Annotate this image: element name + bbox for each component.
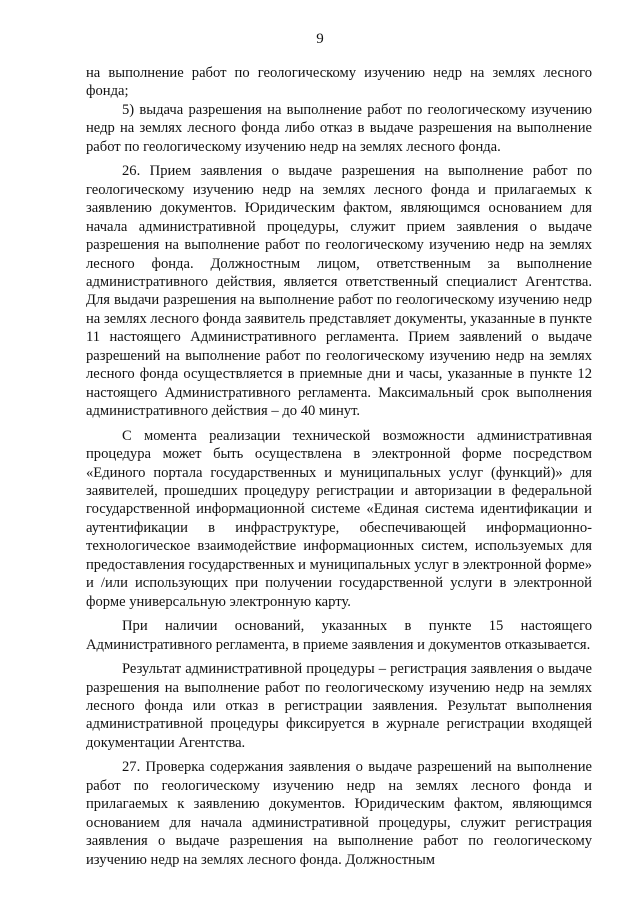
- page-number: 9: [316, 31, 324, 47]
- paragraph-item-5: 5) выдача разрешения на выполнение работ по геологическому изучению недр на землях лесного фонда либо отказ в выдаче разрешения на выполнение работ по геологическому изучению недр на землях лесного фонда.: [86, 101, 592, 155]
- document-body: [86, 64, 592, 869]
- paragraph-27: 27. Проверка содержания заявления о выдаче разрешений на выполнение работ по геологическому изучению недр на землях лесного фонда и прилагаемых к заявлению документов. Юридическим фактом, являющимся основанием для начала административной процедуры, служит регистрация заявления о выдаче разрешения на выполнение работ по геологическому изучению недр на землях лесного фонда. Должностным: [86, 759, 592, 868]
- paragraph-refusal: При наличии оснований, указанных в пункте 15 настоящего Административного регламента, в приеме заявления и документов отказывается.: [86, 618, 592, 653]
- paragraph-electronic-form: С момента реализации технической возможности административная процедура может быть осуществлена в электронной форме посредством «Единого портала государственных и муниципальных услуг (функций)» для заявителей, прошедших процедуру регистрации и авторизации в федеральной государственной информационной системе «Единая система идентификации и аутентификации в инфраструктуре, обеспечивающей информационно-технологическое взаимодействие информационных систем, используемых для предоставления государственных и муниципальных услуг в электронной форме» и /или использующих при получении государственной услуги в электронной форме универсальную электронную карту.: [86, 427, 592, 610]
- paragraph-continuation: на выполнение работ по геологическому изучению недр на землях лесного фонда;: [86, 65, 592, 100]
- paragraph-result: Результат административной процедуры – регистрация заявления о выдаче разрешения на выполнение работ по геологическому изучению недр на землях лесного фонда или отказ в регистрации заявления. Результат выполнения административной процедуры фиксируется в журнале регистрации входящей документации Агентства.: [86, 661, 592, 751]
- paragraph-26: 26. Прием заявления о выдаче разрешения на выполнение работ по геологическому изучению недр на землях лесного фонда и прилагаемых к заявлению документов. Юридическим фактом, являющимся основанием для начала административной процедуры, служит прием заявления о выдаче разрешения на выполнение работ по геологическому изучению недр на землях лесного фонда. Должностным лицом, ответственным за выполнение административного действия, является ответственный специалист Агентства. Для выдачи разрешения на выполнение работ по геологическому изучению недр на землях лесного фонда заявитель представляет документы, указанные в пункте 11 настоящего Административного регламента. Прием заявлений о выдаче разрешений на выполнение работ по геологическому изучению недр на землях лесного фонда осуществляется в приемные дни и часы, указанные в пункте 12 настоящего Административного регламента. Максимальный срок выполнения административного действия – до 40 минут.: [86, 163, 592, 420]
